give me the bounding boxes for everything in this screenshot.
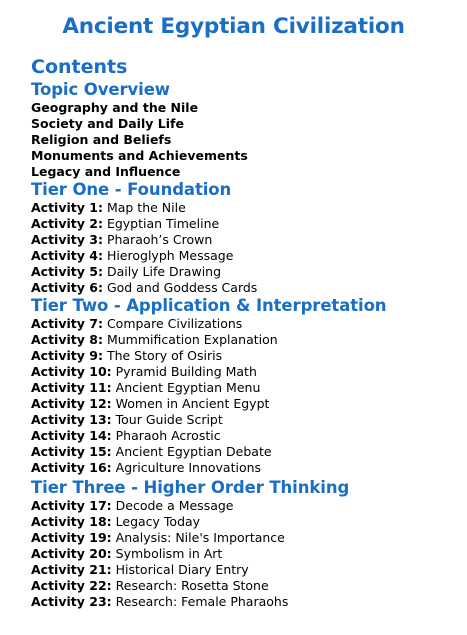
activity-number: Activity 11: [31,380,112,395]
activity-item [31,428,461,444]
activity-name: Egyptian Timeline [106,216,220,231]
activity-number: Activity 14: [31,428,112,443]
activity-name: Map the Nile [106,200,186,215]
activity-item [31,530,461,546]
activity-item [31,280,461,296]
tier-three-heading: Tier Three - Higher Order Thinking [31,478,350,497]
activity-number: Activity 4: [31,248,103,263]
activity-number: Activity 13: [31,412,112,427]
activity-item [31,380,461,396]
activity-item [31,316,461,332]
topic-item: Legacy and Influence [31,164,181,179]
topic-item: Religion and Beliefs [31,132,172,147]
activity-number: Activity 5: [31,264,103,279]
activity-number: Activity 9: [31,348,103,363]
activity-number: Activity 21: [31,562,112,577]
activity-item [31,578,461,594]
activity-name: Daily Life Drawing [106,264,222,279]
activity-number: Activity 7: [31,316,103,331]
tier-two-heading: Tier Two - Application & Interpretation [31,296,387,315]
activity-number: Activity 19: [31,530,112,545]
activity-item [31,594,461,610]
topic-item: Monuments and Achievements [31,148,248,163]
activity-name: Tour Guide Script [115,412,223,427]
page-title: Ancient Egyptian Civilization [62,14,405,39]
activity-number: Activity 23: [31,594,112,609]
activity-number: Activity 1: [31,200,103,215]
topic-item: Society and Daily Life [31,116,184,131]
activity-name: Research: Rosetta Stone [115,578,269,593]
tier-three-section [31,478,461,610]
activity-number: Activity 6: [31,280,103,295]
activity-name: Ancient Egyptian Debate [115,444,272,459]
topic-overview-section [31,80,461,180]
activity-name: Compare Civilizations [106,316,243,331]
topic-overview-heading: Topic Overview [31,80,170,99]
activity-name: Legacy Today [115,514,201,529]
activity-number: Activity 16: [31,460,112,475]
activity-number: Activity 18: [31,514,112,529]
activity-name: Decode a Message [115,498,234,513]
activity-item [31,232,461,248]
activity-item [31,514,461,530]
activity-name: Pharaoh Acrostic [115,428,221,443]
activity-item [31,248,461,264]
activity-number: Activity 17: [31,498,112,513]
activity-name: The Story of Osiris [106,348,223,363]
activity-number: Activity 10: [31,364,112,379]
activity-name: Analysis: Nile's Importance [115,530,285,545]
activity-number: Activity 12: [31,396,112,411]
activity-item [31,348,461,364]
activity-number: Activity 8: [31,332,103,347]
activity-item [31,332,461,348]
activity-number: Activity 3: [31,232,103,247]
activity-number: Activity 2: [31,216,103,231]
activity-item [31,264,461,280]
activity-item [31,396,461,412]
activity-name: Pharaoh’s Crown [106,232,213,247]
activity-name: Pyramid Building Math [115,364,257,379]
activity-name: Mummification Explanation [106,332,278,347]
tier-two-section [31,296,461,476]
activity-item [31,216,461,232]
activity-number: Activity 15: [31,444,112,459]
activity-item [31,562,461,578]
contents-heading: Contents [31,56,128,78]
activity-item [31,364,461,380]
activity-name: Symbolism in Art [115,546,223,561]
activity-item [31,200,461,216]
activity-item [31,460,461,476]
activity-number: Activity 22: [31,578,112,593]
tier-one-section [31,180,461,296]
activity-name: Women in Ancient Egypt [115,396,270,411]
activity-name: Research: Female Pharaohs [115,594,289,609]
topic-item: Geography and the Nile [31,100,199,115]
tier-one-heading: Tier One - Foundation [31,180,232,199]
activity-item [31,498,461,514]
activity-item [31,412,461,428]
activity-name: God and Goddess Cards [106,280,258,295]
activity-item [31,444,461,460]
activity-name: Historical Diary Entry [115,562,249,577]
activity-name: Agriculture Innovations [115,460,262,475]
activity-number: Activity 20: [31,546,112,561]
activity-name: Ancient Egyptian Menu [115,380,261,395]
activity-name: Hieroglyph Message [106,248,234,263]
activity-item [31,546,461,562]
